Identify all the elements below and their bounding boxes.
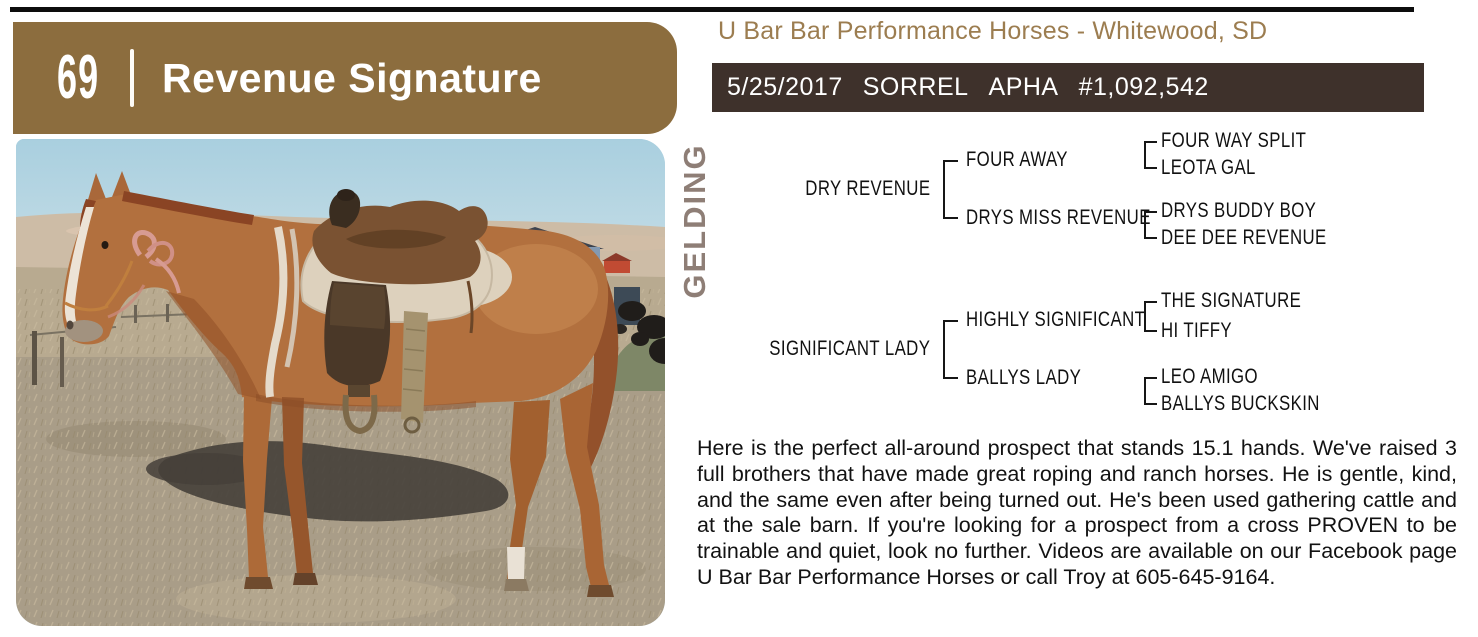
pedigree-sire: DRY REVENUE xyxy=(804,177,930,200)
horse-photo-art xyxy=(16,139,665,626)
gg-bracket-4 xyxy=(1144,377,1157,405)
pedigree-dam-dam: BALLYS LADY xyxy=(966,366,1082,389)
top-rule xyxy=(10,7,1414,12)
dam-bracket xyxy=(943,320,958,379)
consignor-header: U Bar Bar Performance Horses - Whitewood, SD xyxy=(718,17,1268,45)
gg-bracket-2 xyxy=(1144,211,1157,239)
pedigree-sire-dam-dam: DEE DEE REVENUE xyxy=(1161,226,1327,249)
sire-bracket xyxy=(943,160,958,219)
horse-photo xyxy=(16,139,665,626)
breed: APHA xyxy=(988,73,1059,101)
pedigree-dam-sire-dam: HI TIFFY xyxy=(1161,319,1233,342)
pedigree-dam-sire: HIGHLY SIGNIFICANT xyxy=(966,308,1146,331)
lot-banner xyxy=(13,22,677,134)
pedigree-sire-sire: FOUR AWAY xyxy=(966,148,1068,171)
pedigree-sire-dam-sire: DRYS BUDDY BOY xyxy=(1161,199,1317,222)
pedigree-sire-sire-dam: LEOTA GAL xyxy=(1161,156,1256,179)
pedigree-dam-sire-sire: THE SIGNATURE xyxy=(1161,289,1302,312)
lot-divider xyxy=(130,49,134,107)
pedigree-dam-dam-dam: BALLYS BUCKSKIN xyxy=(1161,392,1320,415)
registration-number: #1,092,542 xyxy=(1078,73,1209,101)
horse-name-title: Revenue Signature xyxy=(161,54,542,101)
sex-label: GELDING xyxy=(677,143,712,299)
pedigree-chart xyxy=(700,115,1462,437)
pedigree-sire-sire-sire: FOUR WAY SPLIT xyxy=(1161,129,1307,152)
coat-color: SORREL xyxy=(862,73,969,101)
gg-bracket-3 xyxy=(1144,301,1157,332)
pedigree-sire-dam: DRYS MISS REVENUE xyxy=(966,206,1151,229)
pedigree-dam: SIGNIFICANT LADY xyxy=(768,337,930,360)
gg-bracket-1 xyxy=(1144,141,1157,169)
sale-description: Here is the perfect all-around prospect that stands 15.1 hands. We've raised 3 full brothers that have made great roping and ranch horses. He is gentle, kind, and the same even after being turned out. He's been used gathering cattle and at the sale barn. If you're looking for a prospect from a cross PROVEN to be trainable and quiet, look no further. Videos are available on our Facebook page U Bar Bar Performance Horses or call Troy at 605-645-9164. xyxy=(697,436,1457,589)
lot-number: 69 xyxy=(57,43,100,112)
horse-info-bar xyxy=(712,63,1424,112)
pedigree-dam-dam-sire: LEO AMIGO xyxy=(1161,365,1258,388)
foal-date: 5/25/2017 xyxy=(727,73,843,101)
